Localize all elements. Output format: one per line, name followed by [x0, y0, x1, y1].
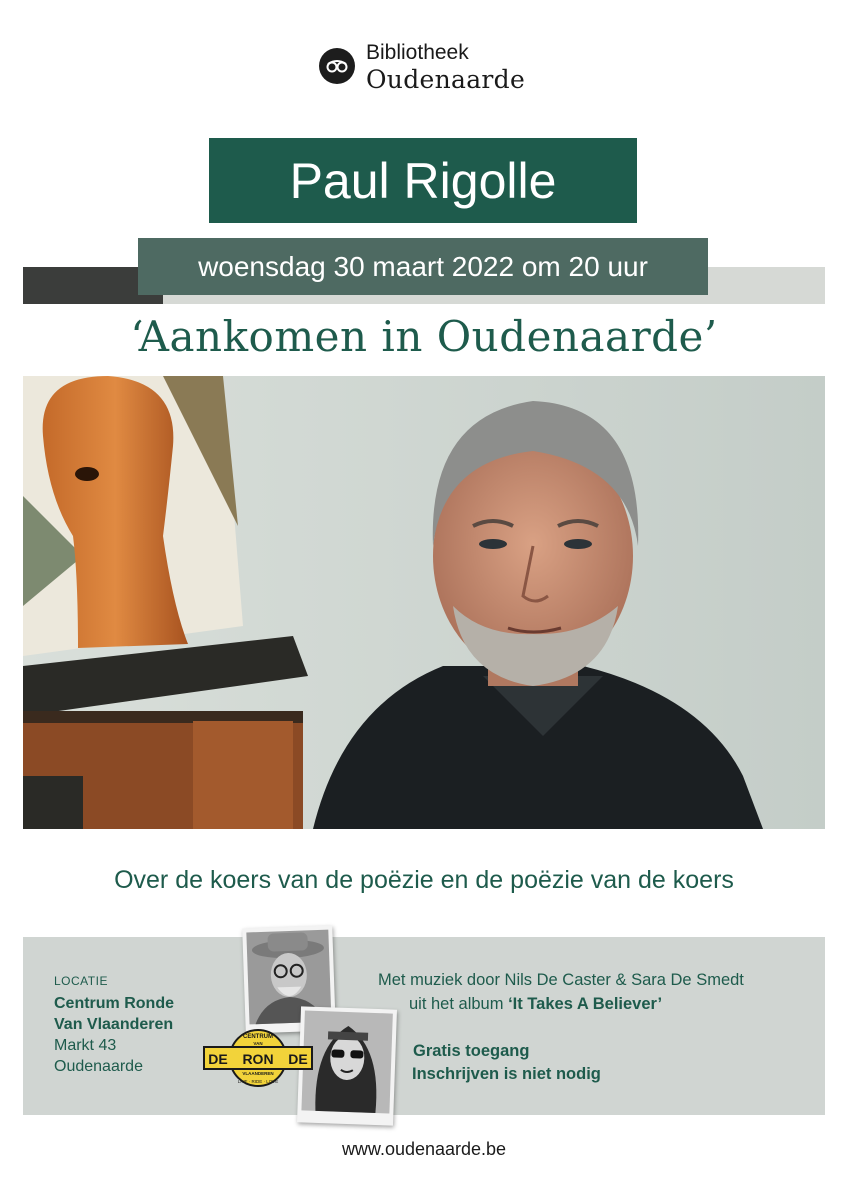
library-name: Bibliotheek — [366, 41, 469, 64]
speaker-name: Paul Rigolle — [289, 152, 557, 209]
music-credits: Met muziek door Nils De Caster & Sara De Smedt — [378, 971, 744, 989]
speaker-photo — [23, 376, 825, 829]
music-album — [409, 995, 662, 1014]
event-title: ‘Aankomen in Oudenaarde’ — [130, 312, 718, 361]
ronde-arc-low: VLAANDEREN — [242, 1071, 274, 1076]
ronde-left: DE — [208, 1051, 228, 1067]
library-city: Oudenaarde — [366, 65, 526, 94]
location-name-line1: Centrum Ronde — [54, 995, 174, 1012]
ronde-arc-mid: VAN — [253, 1041, 263, 1046]
website-link[interactable]: www.oudenaarde.be — [341, 1139, 507, 1159]
location-name-line2: Van Vlaanderen — [54, 1016, 174, 1033]
album-title: ‘It Takes A Believer’ — [508, 995, 663, 1013]
event-tagline: Over de koers van de poëzie en de poëzie van de koers — [114, 866, 734, 894]
music-album-prefix: uit het album — [409, 995, 509, 1013]
location-name — [54, 993, 214, 1035]
location-label: LOCATIE — [54, 974, 108, 988]
location-city: Oudenaarde — [54, 1058, 143, 1075]
event-date: woensdag 30 maart 2022 om 20 uur — [198, 250, 648, 282]
ronde-middle: RON — [242, 1051, 274, 1067]
location-street: Markt 43 — [54, 1037, 117, 1054]
ronde-arc-bottom: LIVE · RIDE · LOVE — [237, 1079, 279, 1084]
date-banner — [138, 238, 708, 295]
location-address — [54, 1035, 143, 1077]
ronde-right: DE — [288, 1051, 308, 1067]
glasses-icon — [319, 48, 355, 84]
admission-no-registration: Inschrijven is niet nodig — [412, 1065, 601, 1083]
ronde-arc-top: CENTRUM — [243, 1034, 273, 1040]
speaker-title — [209, 138, 637, 223]
de-ronde-logo — [202, 1027, 314, 1089]
admission-free: Gratis toegang — [413, 1042, 530, 1060]
